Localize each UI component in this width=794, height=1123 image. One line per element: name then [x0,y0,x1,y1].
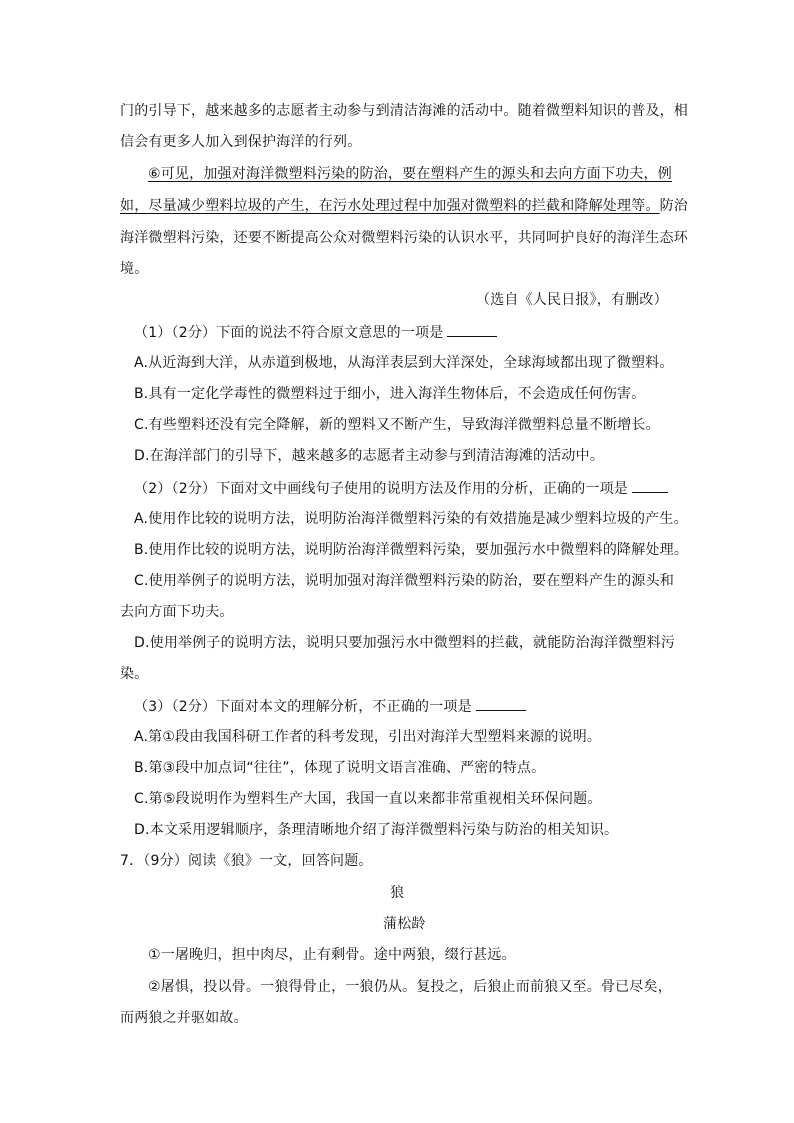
q3-option-b: B.第③段中加点词“往往”，体现了说明文语言准确、严密的特点。 [134,760,546,776]
q1-option-b: B.具有一定化学毒性的微塑料过于细小，进入海洋生物体后，不会造成任何伤害。 [134,386,646,402]
underlined-sentence [148,164,672,184]
passage-line: 境。 [120,261,149,277]
passage-source: （选自《人民日报》，有删改） [476,292,668,308]
q1-option-a: A.从近海到大洋，从赤道到极地，从海洋表层到大洋深处，全球海域都出现了微塑料。 [134,355,674,371]
underlined-text: 如，尽量减少塑料垃圾的产生，在污水处理过程中加强对微塑料的拦截和降解处理等。 [120,198,660,214]
passage-text: 防治 [659,198,689,214]
question-1-stem: （1）（2分）下面的说法不符合原文意思的一项是 [134,322,497,343]
answer-blank[interactable] [447,322,497,337]
text-title: 狼 [390,885,405,901]
q2-option-c: C.使用举例子的说明方法，说明加强对海洋微塑料污染的防治，要在塑料产生的源头和 [134,573,675,589]
text-paragraph-2-cont: 而两狼之并驱如故。 [120,1010,248,1026]
q3-option-a: A.第①段由我国科研工作者的科考发现，引出对海洋大型塑料来源的说明。 [134,729,602,745]
q2-option-d-cont: 染。 [120,666,149,682]
text-paragraph-1: ①一屠晚归，担中肉尽，止有剩骨。途中两狼，缀行甚远。 [148,947,516,963]
q1-option-c: C.有些塑料还没有完全降解，新的塑料又不断产生，导致海洋微塑料总量不断增长。 [134,417,660,433]
q2-option-b: B.使用作比较的说明方法，说明防治海洋微塑料污染，要加强污水中微塑料的降解处理。 [134,542,689,558]
answer-blank[interactable] [476,696,526,711]
q2-option-c-cont: 去向方面下功夫。 [120,604,234,620]
passage-line [120,196,688,216]
passage-line: 海洋微塑料污染，还要不断提高公众对微塑料污染的认识水平，共同呵护良好的海洋生态环 [120,230,688,246]
passage-line: 门的引导下，越来越多的志愿者主动参与到清洁海滩的活动中。随着微塑料知识的普及，相 [120,103,688,119]
underlined-text: ⑥可见，加强对海洋微塑料污染的防治，要在塑料产生的源头和去向方面下功夫，例 [148,166,672,182]
passage-line: 信会有更多人加入到保护海洋的行列。 [120,134,362,150]
answer-blank[interactable] [632,478,668,493]
q2-option-a: A.使用作比较的说明方法，说明防治海洋微塑料污染的有效措施是减少塑料垃圾的产生。 [134,511,688,527]
text-author: 蒲松龄 [383,916,426,932]
text-paragraph-2: ②屠惧，投以骨。一狼得骨止，一狼仍从。复投之，后狼止而前狼又至。骨已尽矣， [148,979,672,995]
q3-option-d: D.本文采用逻辑顺序，条理清晰地介绍了海洋微塑料污染与防治的相关知识。 [134,822,619,838]
q1-option-d: D.在海洋部门的引导下，越来越多的志愿者主动参与到清洁海滩的活动中。 [134,448,605,464]
q3-option-c: C.第⑤段说明作为塑料生产大国，我国一直以来都非常重视相关环保问题。 [134,791,602,807]
question-7-stem: 7．（9分）阅读《狼》一文，回答问题。 [120,853,373,869]
q2-option-d: D.使用举例子的说明方法，说明只要加强污水中微塑料的拦截，就能防治海洋微塑料污 [134,635,676,651]
question-2-stem: （2）（2分）下面对文中画线句子使用的说明方法及作用的分析，正确的一项是 [134,478,668,499]
question-3-stem: （3）（2分）下面对本文的理解分析，不正确的一项是 [134,696,526,717]
